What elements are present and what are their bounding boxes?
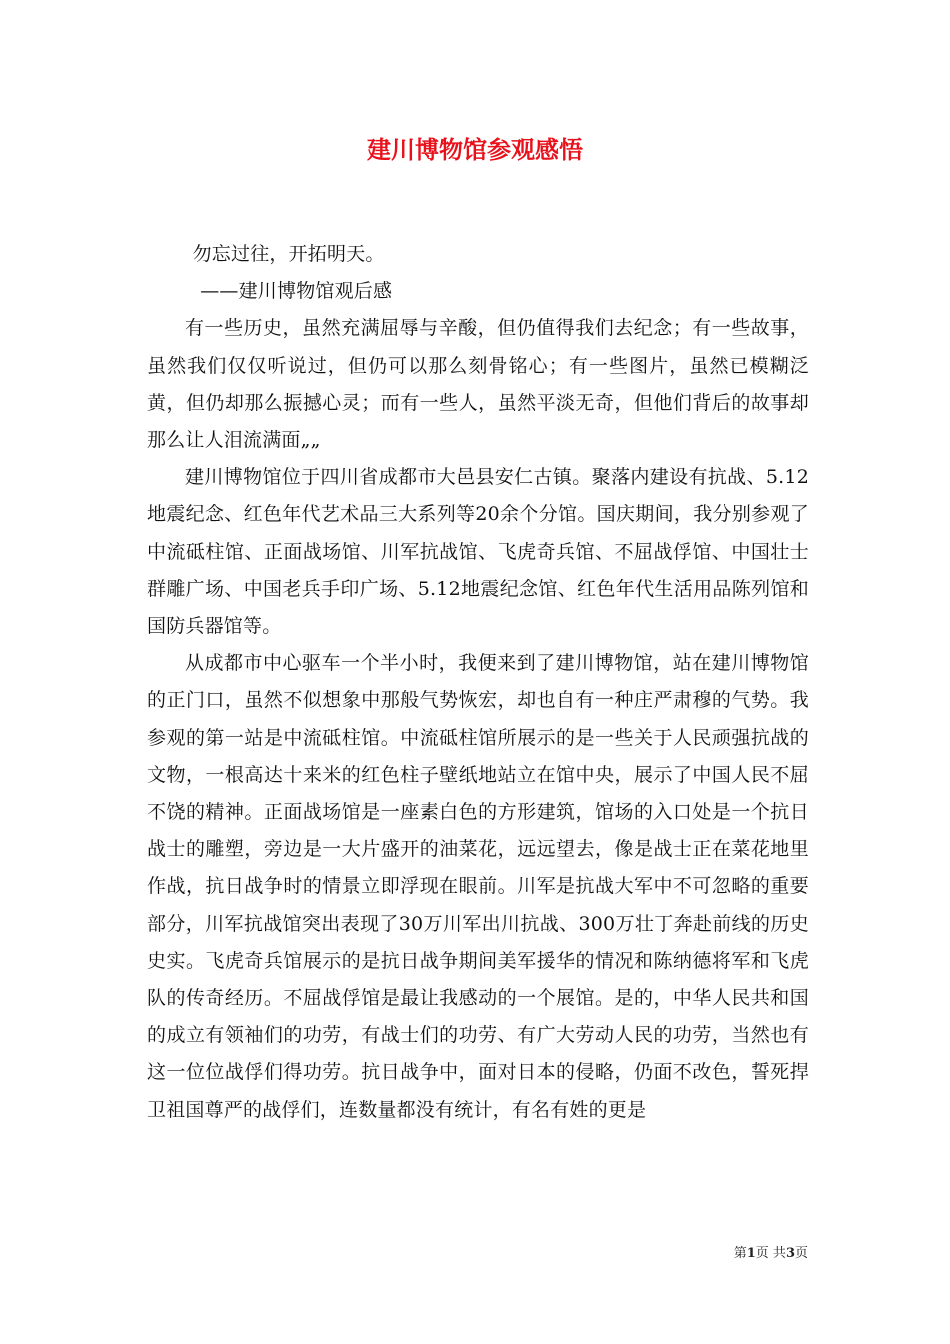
document-body [147,236,809,1129]
footer-prefix: 第 [733,1246,747,1261]
paragraph-visit: 从成都市中心驱车一个半小时，我便来到了建川博物馆，站在建川博物馆的正门口，虽然不似想象中那般气势恢宏，却也自有一种庄严肃穆的气势。我参观的第一站是中流砥柱馆。中流砥柱馆所展示的是一些关于人民顽强抗战的文物，一根高达十来米的红色柱子壁纸地站立在馆中央，展示了中国人民不屈不饶的精神。正面战场馆是一座素白色的方形建筑，馆场的入口处是一个抗日战士的雕塑，旁边是一大片盛开的油菜花，远远望去，像是战士正在菜花地里作战，抗日战争时的情景立即浮现在眼前。川军是抗战大军中不可忽略的重要部分，川军抗战馆突出表现了30万川军出川抗战、300万壮丁奔赴前线的历史史实。飞虎奇兵馆展示的是抗日战争期间美军援华的情况和陈纳德将军和飞虎队的传奇经历。不屈战俘馆是最让我感动的一个展馆。是的，中华人民共和国的成立有领袖们的功劳，有战士们的功劳、有广大劳动人民的功劳，当然也有这一位位战俘们得功劳。抗日战争中，面对日本的侵略，仍面不改色，誓死捍卫祖国尊严的战俘们，连数量都没有统计，有名有姓的更是 [147,652,809,1121]
footer-total-pages: 3 [785,1246,795,1261]
footer-current-page: 1 [746,1246,756,1261]
paragraph-intro: 有一些历史，虽然充满屈辱与辛酸，但仍值得我们去纪念；有一些故事，虽然我们仅仅听说过，但仍可以那么刻骨铭心；有一些图片，虽然已模糊泛黄，但仍却那么振撼心灵；而有一些人，虽然平淡无奇，但他们背后的故事却那么让人泪流满面„„ [147,317,809,452]
footer-suffix: 页 [794,1246,808,1261]
paragraph-subtitle: ——建川博物馆观后感 [200,280,393,303]
page-footer [0,1245,808,1263]
paragraph-location: 建川博物馆位于四川省成都市大邑县安仁古镇。聚落内建设有抗战、5.12地震纪念、红色年代艺术品三大系列等20余个分馆。国庆期间，我分别参观了中流砥柱馆、正面战场馆、川军抗战馆、飞虎奇兵馆、不屈战俘馆、中国壮士群雕广场、中国老兵手印广场、5.12地震纪念馆、红色年代生活用品陈列馆和国防兵器馆等。 [147,466,809,638]
footer-middle: 页 共 [755,1246,786,1261]
document-title: 建川博物馆参观感悟 [367,135,583,164]
paragraph-motto: 勿忘过往，开拓明天。 [192,243,385,265]
